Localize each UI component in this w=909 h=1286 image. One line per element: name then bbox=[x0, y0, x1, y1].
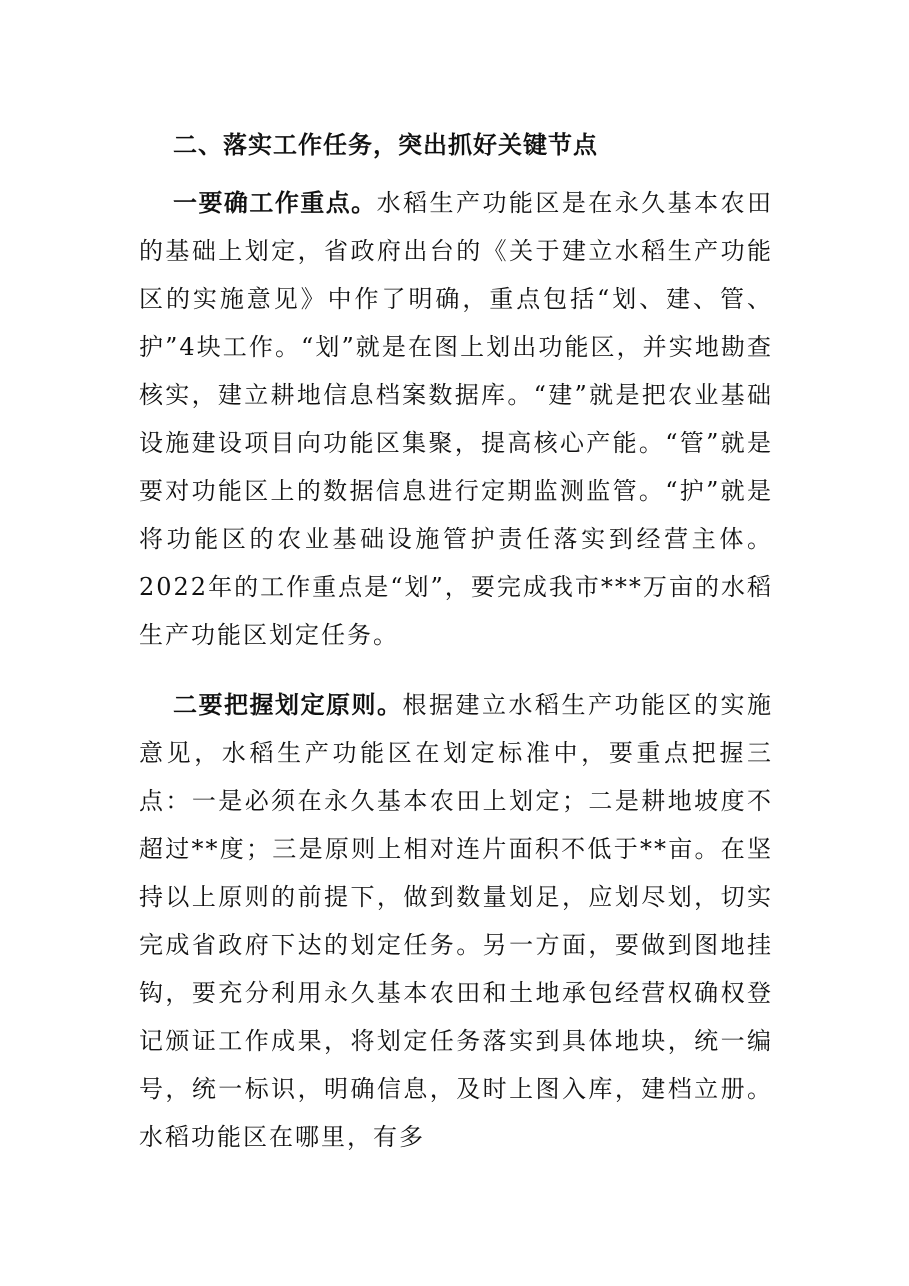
paragraph-lead: 一要确工作重点。 bbox=[173, 189, 377, 217]
document-page bbox=[139, 121, 773, 1161]
paragraph-body: 根据建立水稻生产功能区的实施意见，水稻生产功能区在划定标准中，要重点把握三点：一是必须在永久基本农田上划定；二是耕地坡度不超过**度；三是原则上相对连片面积不低于**亩。在坚持以上原则的前提下，做到数量划足，应划尽划，切实完成省政府下达的划定任务。另一方面，要做到图地挂钩，要充分利用永久基本农田和土地承包经营权确权登记颁证工作成果，将划定任务落实到具体地块，统一编号，统一标识，明确信息，及时上图入库，建档立册。水稻功能区在哪里，有多 bbox=[139, 691, 773, 1151]
section-heading: 二、落实工作任务，突出抓好关键节点 bbox=[173, 131, 598, 159]
paragraph-body: 水稻生产功能区是在永久基本农田的基础上划定，省政府出台的《关于建立水稻生产功能区的实施意见》中作了明确，重点包括“划、建、管、护”4块工作。“划”就是在图上划出功能区，并实地勘查核实，建立耕地信息档案数据库。“建”就是把农业基础设施建设项目向功能区集聚，提高核心产能。“管”就是要对功能区上的数据信息进行定期监测监管。“护”就是将功能区的农业基础设施管护责任落实到经营主体。2022年的工作重点是“划”，要完成我市***万亩的水稻生产功能区划定任务。 bbox=[139, 189, 774, 649]
paragraph-work-focus bbox=[139, 179, 773, 659]
paragraph-lead: 二要把握划定原则。 bbox=[173, 691, 403, 719]
paragraph-delineation-principles bbox=[139, 681, 773, 1161]
